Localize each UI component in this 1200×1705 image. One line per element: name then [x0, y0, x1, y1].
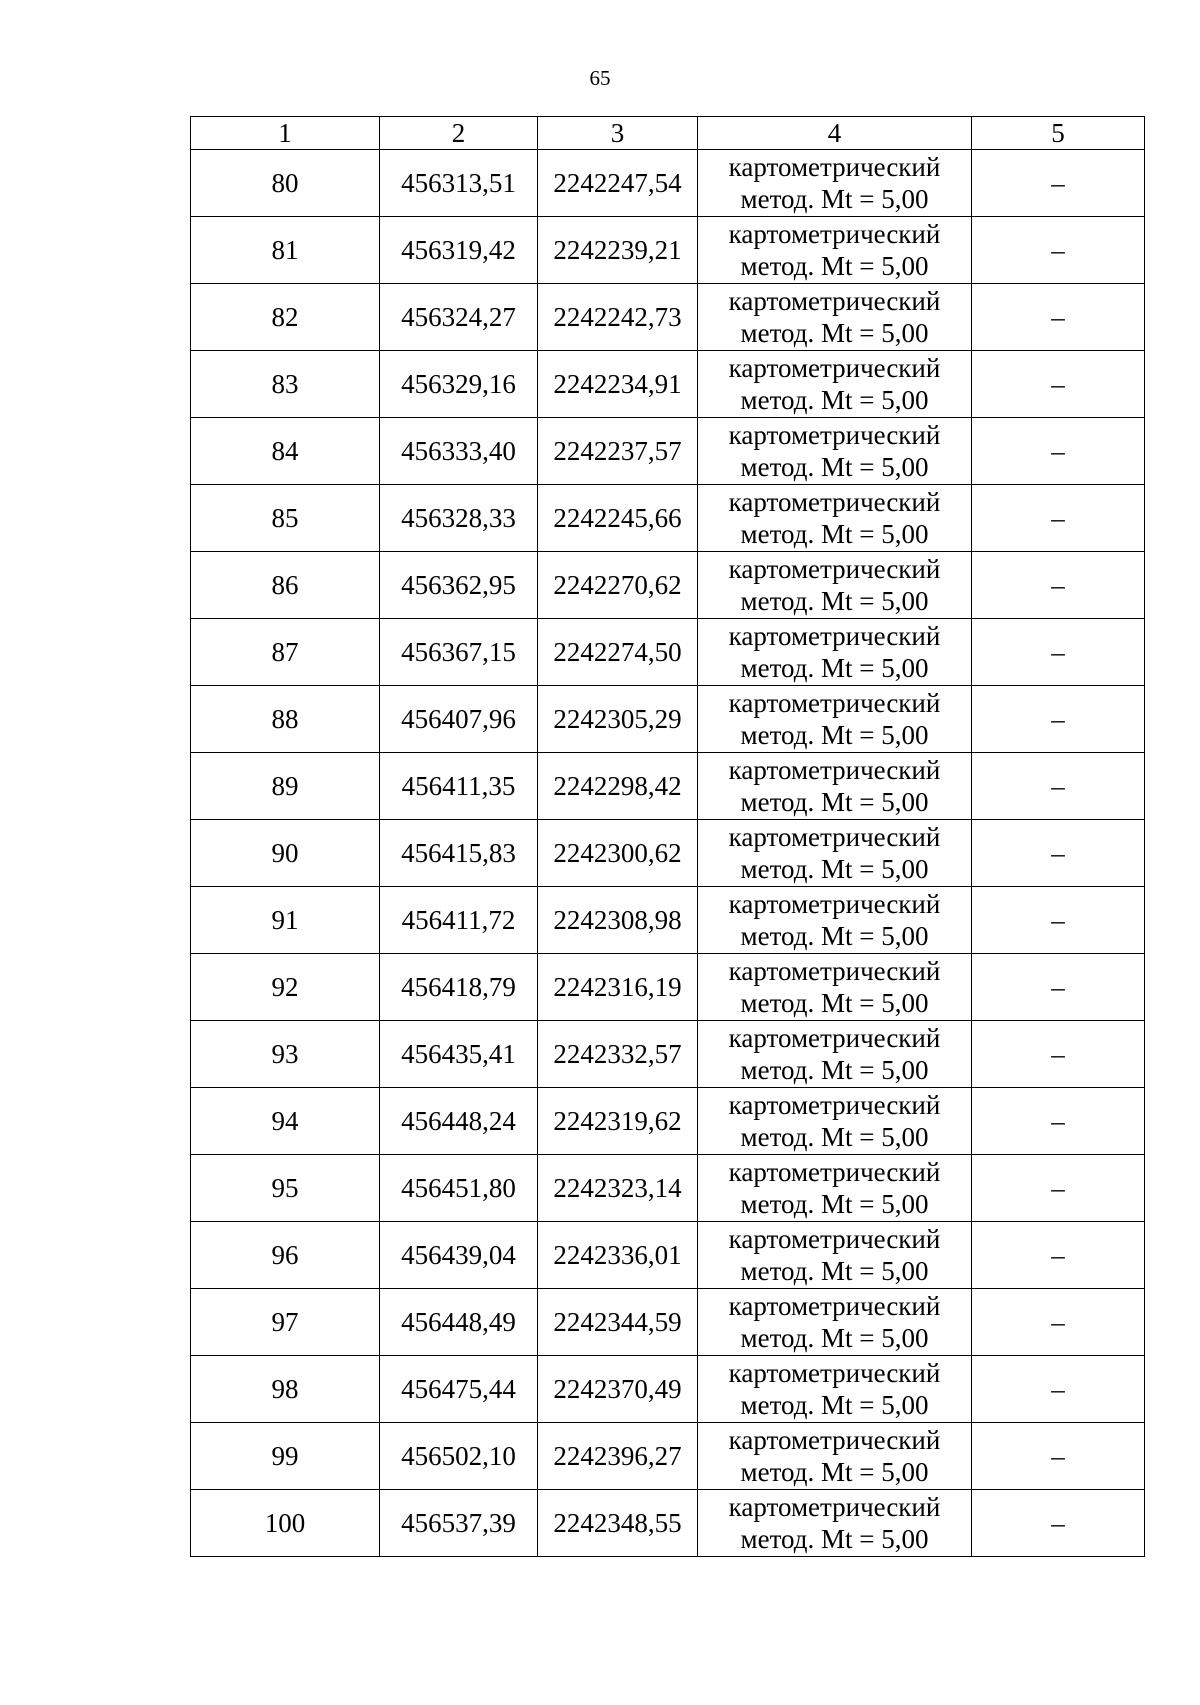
- y-coordinate-cell: 2242336,01: [538, 1222, 698, 1289]
- table-row: [191, 619, 1145, 686]
- method-accuracy: метод. Mt = 5,00: [740, 1256, 929, 1286]
- y-coordinate-cell: 2242245,66: [538, 485, 698, 552]
- coordinates-table: [190, 116, 1145, 1557]
- method-accuracy: метод. Mt = 5,00: [740, 787, 929, 817]
- method-cell: [698, 686, 972, 753]
- x-coordinate-cell: 456324,27: [380, 284, 538, 351]
- y-coordinate-cell: 2242274,50: [538, 619, 698, 686]
- method-accuracy: метод. Mt = 5,00: [740, 1457, 929, 1487]
- y-coordinate-cell: 2242316,19: [538, 954, 698, 1021]
- method-name: картометрический: [728, 152, 941, 182]
- table-row: [191, 1155, 1145, 1222]
- point-number-cell: 100: [191, 1490, 380, 1557]
- note-cell: –: [972, 1021, 1145, 1088]
- x-coordinate-cell: 456418,79: [380, 954, 538, 1021]
- table-header: [191, 117, 1145, 150]
- table-row: [191, 954, 1145, 1021]
- note-cell: –: [972, 686, 1145, 753]
- point-number-cell: 99: [191, 1423, 380, 1490]
- x-coordinate-cell: 456439,04: [380, 1222, 538, 1289]
- x-coordinate-cell: 456362,95: [380, 552, 538, 619]
- point-number-cell: 90: [191, 820, 380, 887]
- method-name: картометрический: [728, 956, 941, 986]
- method-name: картометрический: [728, 219, 941, 249]
- method-name: картометрический: [728, 286, 941, 316]
- point-number-cell: 93: [191, 1021, 380, 1088]
- note-cell: –: [972, 1289, 1145, 1356]
- method-name: картометрический: [728, 1358, 941, 1388]
- table-row: [191, 552, 1145, 619]
- x-coordinate-cell: 456411,35: [380, 753, 538, 820]
- point-number-cell: 95: [191, 1155, 380, 1222]
- y-coordinate-cell: 2242237,57: [538, 418, 698, 485]
- method-cell: [698, 351, 972, 418]
- x-coordinate-cell: 456329,16: [380, 351, 538, 418]
- method-accuracy: метод. Mt = 5,00: [740, 988, 929, 1018]
- table-row: [191, 150, 1145, 217]
- method-name: картометрический: [728, 1291, 941, 1321]
- note-cell: –: [972, 418, 1145, 485]
- method-name: картометрический: [728, 822, 941, 852]
- method-name: картометрический: [728, 1157, 941, 1187]
- table-row: [191, 753, 1145, 820]
- y-coordinate-cell: 2242234,91: [538, 351, 698, 418]
- method-cell: [698, 887, 972, 954]
- table-row: [191, 485, 1145, 552]
- method-accuracy: метод. Mt = 5,00: [740, 318, 929, 348]
- method-cell: [698, 150, 972, 217]
- point-number-cell: 83: [191, 351, 380, 418]
- table-row: [191, 1356, 1145, 1423]
- y-coordinate-cell: 2242247,54: [538, 150, 698, 217]
- table-body: [191, 150, 1145, 1557]
- y-coordinate-cell: 2242239,21: [538, 217, 698, 284]
- point-number-cell: 87: [191, 619, 380, 686]
- note-cell: –: [972, 954, 1145, 1021]
- x-coordinate-cell: 456475,44: [380, 1356, 538, 1423]
- table-row: [191, 686, 1145, 753]
- x-coordinate-cell: 456319,42: [380, 217, 538, 284]
- x-coordinate-cell: 456333,40: [380, 418, 538, 485]
- method-accuracy: метод. Mt = 5,00: [740, 184, 929, 214]
- x-coordinate-cell: 456451,80: [380, 1155, 538, 1222]
- note-cell: –: [972, 753, 1145, 820]
- method-name: картометрический: [728, 621, 941, 651]
- table-row: [191, 1490, 1145, 1557]
- y-coordinate-cell: 2242298,42: [538, 753, 698, 820]
- method-name: картометрический: [728, 1425, 941, 1455]
- method-cell: [698, 619, 972, 686]
- point-number-cell: 91: [191, 887, 380, 954]
- method-accuracy: метод. Mt = 5,00: [740, 921, 929, 951]
- point-number-cell: 84: [191, 418, 380, 485]
- method-accuracy: метод. Mt = 5,00: [740, 720, 929, 750]
- header-col-4: 4: [698, 117, 972, 150]
- method-accuracy: метод. Mt = 5,00: [740, 1390, 929, 1420]
- method-accuracy: метод. Mt = 5,00: [740, 854, 929, 884]
- method-name: картометрический: [728, 1023, 941, 1053]
- method-cell: [698, 1423, 972, 1490]
- y-coordinate-cell: 2242242,73: [538, 284, 698, 351]
- method-accuracy: метод. Mt = 5,00: [740, 1055, 929, 1085]
- point-number-cell: 82: [191, 284, 380, 351]
- method-accuracy: метод. Mt = 5,00: [740, 1323, 929, 1353]
- point-number-cell: 89: [191, 753, 380, 820]
- y-coordinate-cell: 2242348,55: [538, 1490, 698, 1557]
- note-cell: –: [972, 1423, 1145, 1490]
- y-coordinate-cell: 2242332,57: [538, 1021, 698, 1088]
- x-coordinate-cell: 456448,24: [380, 1088, 538, 1155]
- table-row: [191, 1088, 1145, 1155]
- method-name: картометрический: [728, 755, 941, 785]
- method-cell: [698, 1490, 972, 1557]
- method-cell: [698, 485, 972, 552]
- method-name: картометрический: [728, 1492, 941, 1522]
- method-accuracy: метод. Mt = 5,00: [740, 385, 929, 415]
- y-coordinate-cell: 2242308,98: [538, 887, 698, 954]
- header-col-1: 1: [191, 117, 380, 150]
- table-row: [191, 217, 1145, 284]
- note-cell: –: [972, 217, 1145, 284]
- y-coordinate-cell: 2242370,49: [538, 1356, 698, 1423]
- table-row: [191, 887, 1145, 954]
- x-coordinate-cell: 456448,49: [380, 1289, 538, 1356]
- note-cell: –: [972, 1222, 1145, 1289]
- table-row: [191, 1021, 1145, 1088]
- table-row: [191, 418, 1145, 485]
- method-accuracy: метод. Mt = 5,00: [740, 1189, 929, 1219]
- table-row: [191, 1289, 1145, 1356]
- method-cell: [698, 1155, 972, 1222]
- note-cell: –: [972, 887, 1145, 954]
- method-cell: [698, 1088, 972, 1155]
- y-coordinate-cell: 2242319,62: [538, 1088, 698, 1155]
- method-accuracy: метод. Mt = 5,00: [740, 1524, 929, 1554]
- method-cell: [698, 1222, 972, 1289]
- note-cell: –: [972, 1490, 1145, 1557]
- note-cell: –: [972, 485, 1145, 552]
- point-number-cell: 96: [191, 1222, 380, 1289]
- method-name: картометрический: [728, 353, 941, 383]
- method-accuracy: метод. Mt = 5,00: [740, 452, 929, 482]
- method-name: картометрический: [728, 1224, 941, 1254]
- header-row: [191, 117, 1145, 150]
- note-cell: –: [972, 1155, 1145, 1222]
- x-coordinate-cell: 456328,33: [380, 485, 538, 552]
- note-cell: –: [972, 552, 1145, 619]
- method-accuracy: метод. Mt = 5,00: [740, 251, 929, 281]
- note-cell: –: [972, 820, 1145, 887]
- y-coordinate-cell: 2242270,62: [538, 552, 698, 619]
- method-cell: [698, 753, 972, 820]
- point-number-cell: 98: [191, 1356, 380, 1423]
- method-name: картометрический: [728, 420, 941, 450]
- x-coordinate-cell: 456407,96: [380, 686, 538, 753]
- point-number-cell: 81: [191, 217, 380, 284]
- y-coordinate-cell: 2242396,27: [538, 1423, 698, 1490]
- point-number-cell: 86: [191, 552, 380, 619]
- table-row: [191, 1423, 1145, 1490]
- note-cell: –: [972, 619, 1145, 686]
- method-accuracy: метод. Mt = 5,00: [740, 519, 929, 549]
- x-coordinate-cell: 456313,51: [380, 150, 538, 217]
- x-coordinate-cell: 456411,72: [380, 887, 538, 954]
- x-coordinate-cell: 456367,15: [380, 619, 538, 686]
- point-number-cell: 94: [191, 1088, 380, 1155]
- method-cell: [698, 820, 972, 887]
- method-name: картометрический: [728, 1090, 941, 1120]
- y-coordinate-cell: 2242300,62: [538, 820, 698, 887]
- method-name: картометрический: [728, 554, 941, 584]
- method-cell: [698, 954, 972, 1021]
- method-cell: [698, 1289, 972, 1356]
- point-number-cell: 85: [191, 485, 380, 552]
- method-name: картометрический: [728, 487, 941, 517]
- y-coordinate-cell: 2242305,29: [538, 686, 698, 753]
- note-cell: –: [972, 284, 1145, 351]
- header-col-2: 2: [380, 117, 538, 150]
- method-cell: [698, 1356, 972, 1423]
- x-coordinate-cell: 456502,10: [380, 1423, 538, 1490]
- note-cell: –: [972, 1356, 1145, 1423]
- table-row: [191, 351, 1145, 418]
- x-coordinate-cell: 456415,83: [380, 820, 538, 887]
- point-number-cell: 92: [191, 954, 380, 1021]
- table-row: [191, 284, 1145, 351]
- note-cell: –: [972, 351, 1145, 418]
- method-name: картометрический: [728, 889, 941, 919]
- y-coordinate-cell: 2242344,59: [538, 1289, 698, 1356]
- method-cell: [698, 217, 972, 284]
- method-accuracy: метод. Mt = 5,00: [740, 586, 929, 616]
- page-number: 65: [589, 66, 611, 90]
- y-coordinate-cell: 2242323,14: [538, 1155, 698, 1222]
- method-cell: [698, 552, 972, 619]
- method-name: картометрический: [728, 688, 941, 718]
- table-row: [191, 1222, 1145, 1289]
- method-cell: [698, 418, 972, 485]
- point-number-cell: 88: [191, 686, 380, 753]
- point-number-cell: 80: [191, 150, 380, 217]
- header-col-3: 3: [538, 117, 698, 150]
- x-coordinate-cell: 456435,41: [380, 1021, 538, 1088]
- method-accuracy: метод. Mt = 5,00: [740, 1122, 929, 1152]
- x-coordinate-cell: 456537,39: [380, 1490, 538, 1557]
- note-cell: –: [972, 1088, 1145, 1155]
- note-cell: –: [972, 150, 1145, 217]
- method-cell: [698, 1021, 972, 1088]
- header-col-5: 5: [972, 117, 1145, 150]
- table-row: [191, 820, 1145, 887]
- method-accuracy: метод. Mt = 5,00: [740, 653, 929, 683]
- point-number-cell: 97: [191, 1289, 380, 1356]
- method-cell: [698, 284, 972, 351]
